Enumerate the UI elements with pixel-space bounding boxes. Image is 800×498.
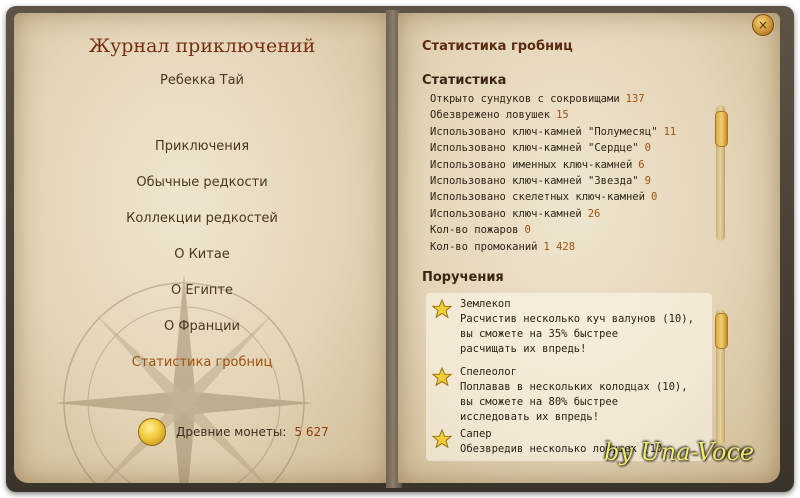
task-item xyxy=(460,297,694,357)
task-line: вы сможете на 35% быстрее xyxy=(460,328,619,340)
task-line: Обезвредив несколько ловушек (10 xyxy=(460,443,663,455)
right-page xyxy=(398,13,780,483)
stat-value: 15 xyxy=(556,109,569,122)
left-page xyxy=(14,13,390,483)
stat-row xyxy=(430,173,730,189)
stat-value: 0 xyxy=(524,224,531,237)
stat-label: Использовано именных ключ-камней xyxy=(430,158,633,171)
stat-value: 1 428 xyxy=(543,240,576,253)
stats-scrollbar-thumb[interactable] xyxy=(715,111,728,147)
coins-value: 5 627 xyxy=(294,425,329,439)
journal-title: Журнал приключений xyxy=(88,35,316,57)
tasks-list xyxy=(426,293,712,461)
stat-value: 0 xyxy=(644,142,651,155)
menu-about-egypt[interactable]: О Египте xyxy=(171,283,233,298)
stat-label: Использовано ключ-камней xyxy=(430,207,582,220)
stat-value: 26 xyxy=(587,207,601,220)
star-icon xyxy=(432,367,452,387)
stat-label: Кол-во промоканий xyxy=(430,240,538,253)
stat-row xyxy=(430,124,730,140)
task-line: вы сможете на 80% быстрее xyxy=(460,396,619,408)
gold-coin-icon xyxy=(138,418,166,446)
stats-scrollbar[interactable] xyxy=(716,105,725,241)
close-button[interactable]: × xyxy=(752,14,774,36)
tasks-scrollbar[interactable] xyxy=(716,309,725,445)
stat-row xyxy=(430,107,730,123)
player-name: Ребекка Тай xyxy=(159,73,244,88)
menu-adventures[interactable]: Приключения xyxy=(154,139,250,154)
task-name: Землекоп xyxy=(460,298,511,310)
stat-label: Использовано скелетных ключ-камней xyxy=(430,191,645,204)
task-line: Расчистив несколько куч валунов (10), xyxy=(460,313,694,325)
stat-row xyxy=(430,91,730,107)
star-icon xyxy=(432,429,452,449)
task-line: расчищать их впредь! xyxy=(460,343,587,355)
menu-about-china[interactable]: О Китае xyxy=(174,247,230,262)
stat-label: Кол-во пожаров xyxy=(430,224,519,237)
stat-value: 0 xyxy=(650,191,658,204)
task-item xyxy=(460,365,688,425)
task-name: Сапер xyxy=(460,428,492,440)
stat-value: 6 xyxy=(638,158,645,171)
watermark-signature: by Una-Voce xyxy=(604,438,755,466)
stat-value: 11 xyxy=(663,125,677,138)
task-line: исследовать их впредь! xyxy=(460,411,600,423)
stat-row xyxy=(430,239,730,255)
menu-tomb-statistics[interactable]: Статистика гробниц xyxy=(131,355,273,370)
ancient-coins-row xyxy=(138,418,329,446)
stat-value: 9 xyxy=(644,174,651,187)
tasks-scrollbar-thumb[interactable] xyxy=(715,313,728,349)
stat-row xyxy=(430,222,730,238)
stat-label: Использовано ключ-камней "Сердце" xyxy=(430,142,639,155)
stat-label: Использовано ключ-камней "Полумесяц" xyxy=(430,125,658,138)
adventure-journal xyxy=(6,6,794,492)
task-line: Поплавав в нескольких колодцах (10), xyxy=(460,381,688,393)
tasks-heading: Поручения xyxy=(422,270,504,285)
stat-value: 137 xyxy=(625,93,645,105)
coins-label: Древние монеты: xyxy=(176,425,287,439)
star-icon xyxy=(432,299,452,319)
stat-row xyxy=(430,157,730,173)
page-title: Статистика гробниц xyxy=(422,39,573,54)
menu-rarity-collections[interactable]: Коллекции редкостей xyxy=(126,211,278,226)
stats-list xyxy=(430,91,730,255)
menu-common-rarities[interactable]: Обычные редкости xyxy=(136,175,268,190)
stats-heading: Статистика xyxy=(422,73,507,88)
menu-about-france[interactable]: О Франции xyxy=(163,319,241,334)
stat-row xyxy=(430,189,730,205)
stat-label: Обезврежено ловушек xyxy=(430,109,551,122)
stat-label: Использовано ключ-камней "Звезда" xyxy=(430,174,639,187)
stat-label: Открыто сундуков с сокровищами xyxy=(430,93,620,105)
stat-row xyxy=(430,140,730,156)
stat-row xyxy=(430,206,730,222)
task-name: Спелеолог xyxy=(460,366,517,378)
